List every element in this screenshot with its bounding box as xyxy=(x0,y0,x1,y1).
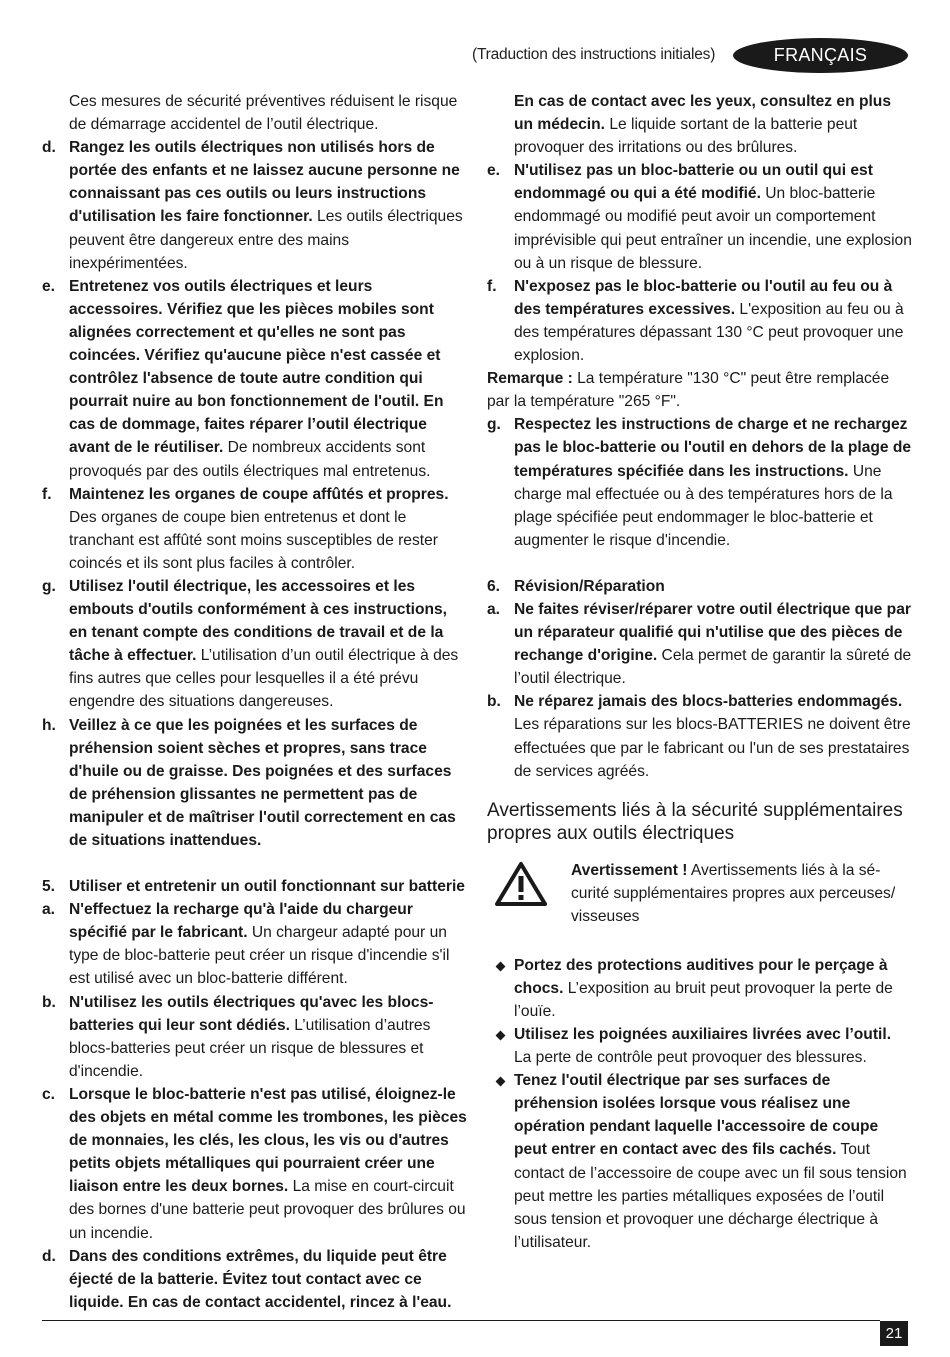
item-bold-text: Utilisez l'outil électrique, les accessoires et les embouts d'outils conformément à ces instructions, en tenant compte des conditions de travail et de la tâche à effectuer. xyxy=(69,577,448,665)
item-bold-text: Respectez les instructions de charge et ne rechargez pas le bloc-batterie ou l'outil en dehors de la plage de températures spécifiée dans les instructions. xyxy=(514,416,912,480)
warning-label: Avertissement ! xyxy=(571,861,688,879)
item-bold-text: Veillez à ce que les poignées et les surfaces de préhension soient sèches et propres, sans trace d'huile ou de graisse. Des poignées et des surfaces de préhension glissantes ne permettent pas de manipuler et de maîtriser l'outil correctement en cas de situations inattendues. xyxy=(69,716,456,849)
left-column xyxy=(42,90,467,1314)
list-item xyxy=(42,1245,467,1314)
item-bold-text: N'utilisez pas un bloc-batterie ou un outil qui est endommagé ou qui a été modifié. xyxy=(514,162,873,203)
item-bold-text: Utilisez les poignées auxiliaires livrées avec l’outil. xyxy=(514,1026,892,1043)
section-heading-5 xyxy=(42,875,467,898)
section-heading-6 xyxy=(487,575,912,598)
bullet-diamond-icon xyxy=(496,961,506,971)
item-text: La mise en court-circuit des bornes d'une batterie peut provoquer des brûlures ou un incendie. xyxy=(69,1178,466,1242)
list-item xyxy=(487,413,912,552)
item-bold-text: En cas de contact avec les yeux, consultez en plus un médecin. xyxy=(514,93,891,134)
footer-rule xyxy=(42,1320,880,1321)
item-label: a. xyxy=(487,600,501,618)
item-text: La perte de contrôle peut provoquer des blessures. xyxy=(514,1049,867,1067)
item-label: g. xyxy=(42,577,56,595)
item-label: f. xyxy=(487,277,497,295)
warning-triangle-icon xyxy=(495,861,547,907)
remark-label: Remarque : xyxy=(487,370,573,388)
item-label: d. xyxy=(42,1247,56,1265)
item-bold-text: Ne faites réviser/réparer votre outil électrique que par un réparateur qualifié qui n'utilise que des pièces de rechange d'origine. xyxy=(514,600,911,665)
continued-paragraph xyxy=(487,90,912,159)
item-bold-text: Entretenez vos outils électriques et leurs accessoires. Vérifiez que les pièces mobiles sont alignées correctement et qu'elles ne sont pas coincées. Vérifiez qu'aucune pièce n'est cassée et contrôlez l'absence de toute autre condition qui pourrait nuire au bon fonctionnement de l'outil. En cas de dommage, faites réparer l’outil électrique avant de le réutiliser. xyxy=(69,277,444,457)
section-title: Utiliser et entretenir un outil fonctionnant sur batterie xyxy=(69,878,465,896)
item-label: h. xyxy=(42,716,56,734)
item-label: a. xyxy=(42,901,56,919)
item-text: Les outils électriques peuvent être dangereux entre des mains inexpérimentées. xyxy=(69,208,463,272)
item-text: Une charge mal effectuée ou à des températures hors de la plage spécifiée peut endommager le bloc-batterie et augmenter le risque d'incendie. xyxy=(514,462,893,549)
list-item xyxy=(487,690,912,782)
item-bold-text: N'effectuez la recharge qu'à l'aide du chargeur spécifié par le fabricant. xyxy=(69,901,413,942)
list-item xyxy=(42,1083,467,1245)
item-bold-text: N'exposez pas le bloc-batterie ou l'outil au feu ou à des températures excessives. xyxy=(514,277,893,318)
list-item xyxy=(42,275,467,483)
list-item xyxy=(42,898,467,990)
item-text: Les réparations sur les blocs-BATTERIES ne doivent être effectuées que par le fabricant ou l'un de ses prestataires de services agréés. xyxy=(514,716,911,780)
item-text: Un bloc-batterie endommagé ou modifié peut avoir un comportement imprévisible qui peut entraîner un incendie, une explosion ou à un risque de blessure. xyxy=(514,185,912,272)
list-item xyxy=(487,598,912,690)
bullet-item xyxy=(487,1069,912,1254)
item-label: f. xyxy=(42,485,52,503)
item-text: Un chargeur adapté pour un type de bloc-batterie peut créer un risque d'incendie s'il est utilisé avec un bloc-batterie différent. xyxy=(69,924,450,988)
remark-text: La température "130 °C" peut être remplacée par la température "265 °F". xyxy=(487,370,890,411)
item-text: Tout contact de l’accessoire de coupe avec un fil sous tension peut mettre les parties métalliques exposées de l’outil sous tension et provoquer une décharge électrique à l’utilisateur. xyxy=(514,1141,907,1251)
list-item xyxy=(42,483,467,575)
item-bold-text: N'utilisez les outils électriques qu'avec les blocs-batteries qui leur sont dédiés. xyxy=(69,993,434,1034)
bullet-item xyxy=(487,954,912,1023)
item-label: g. xyxy=(487,416,501,434)
right-column xyxy=(487,90,912,1254)
item-text: De nombreux accidents sont provoqués par des outils électriques mal entretenus. xyxy=(69,439,431,480)
bullet-diamond-icon xyxy=(496,1077,506,1087)
item-label: b. xyxy=(487,693,501,711)
section-number: 5. xyxy=(42,878,56,896)
item-text: L’utilisation d’autres blocs-batteries peut créer un risque de blessures et d'incendie. xyxy=(69,1016,431,1080)
item-bold-text: Lorsque le bloc-batterie n'est pas utilisé, éloignez-le des objets en métal comme les trombones, les pièces de monnaies, les clés, les clous, les vis ou d'autres petits objets métalliques qui pourraient créer une liaison entre les deux bornes. xyxy=(69,1085,467,1196)
item-label: e. xyxy=(487,162,501,180)
item-bold-text: Ne réparez jamais des blocs-batteries endommagés. xyxy=(514,693,903,711)
list-item xyxy=(42,714,467,853)
item-text: Des organes de coupe bien entretenus et dont le tranchant est affûté sont moins susceptibles de rester coincés et ils sont plus faciles à contrôler. xyxy=(69,508,438,572)
item-bold-text: Rangez les outils électriques non utilisés hors de portée des enfants et ne laissez aucune personne ne connaissant pas ces outils ou leurs instructions d'utilisation les faire fonctionner. xyxy=(69,139,460,226)
safety-heading: Avertissements liés à la sécurité supplémentaires propres aux outils électriques xyxy=(487,799,903,844)
list-item xyxy=(487,159,912,274)
item-label: c. xyxy=(42,1085,56,1103)
item-label: e. xyxy=(42,277,56,295)
list-item xyxy=(42,991,467,1083)
item-text: Le liquide sortant de la batterie peut provoquer des irritations ou des brûlures. xyxy=(514,116,858,157)
warning-block xyxy=(487,859,912,931)
item-bold-text: Dans des conditions extrêmes, du liquide peut être éjecté de la batterie. Évitez tout contact avec ce liquide. En cas de contact accidentel, rincez à l'eau. xyxy=(69,1247,452,1311)
bullet-diamond-icon xyxy=(496,1031,506,1041)
item-text: L’exposition au bruit peut provoquer la perte de l’ouïe. xyxy=(514,979,893,1020)
list-item xyxy=(487,275,912,367)
item-bold-text: Maintenez les organes de coupe affûtés et propres. xyxy=(69,485,449,503)
remark-paragraph xyxy=(487,367,912,413)
list-item xyxy=(42,136,467,275)
list-item xyxy=(42,575,467,714)
item-label: d. xyxy=(42,139,56,157)
warning-text: Avertissements liés à la sé-curité supplémentaires propres aux perceuses/ visseuses xyxy=(571,861,896,925)
item-text: L'exposition au feu ou à des températures dépassant 130 °C peut provoquer une explosion. xyxy=(514,300,904,365)
section-number: 6. xyxy=(487,577,501,595)
item-text: L’utilisation d’un outil électrique à des fins autres que celles pour lesquelles il a été prévu engendre des situations dangereuses. xyxy=(69,647,459,711)
item-label: b. xyxy=(42,993,56,1011)
language-badge: FRANÇAIS xyxy=(733,38,908,73)
bullet-item xyxy=(487,1023,912,1069)
item-bold-text: Portez des protections auditives pour le perçage à chocs. xyxy=(514,956,888,997)
intro-paragraph: Ces mesures de sécurité préventives réduisent le risque de démarrage accidentel de l’outil électrique. xyxy=(69,93,458,134)
header-translation-note: (Traduction des instructions initiales) xyxy=(472,46,716,63)
section-title: Révision/Réparation xyxy=(514,577,665,595)
item-bold-text: Tenez l'outil électrique par ses surfaces de préhension isolées lorsque vous réalisez une opération pendant laquelle l'accessoire de coupe peut entrer en contact avec des fils cachés. xyxy=(514,1072,879,1159)
item-text: Cela permet de garantir la sûreté de l’outil électrique. xyxy=(514,647,912,688)
page-number: 21 xyxy=(880,1321,908,1346)
